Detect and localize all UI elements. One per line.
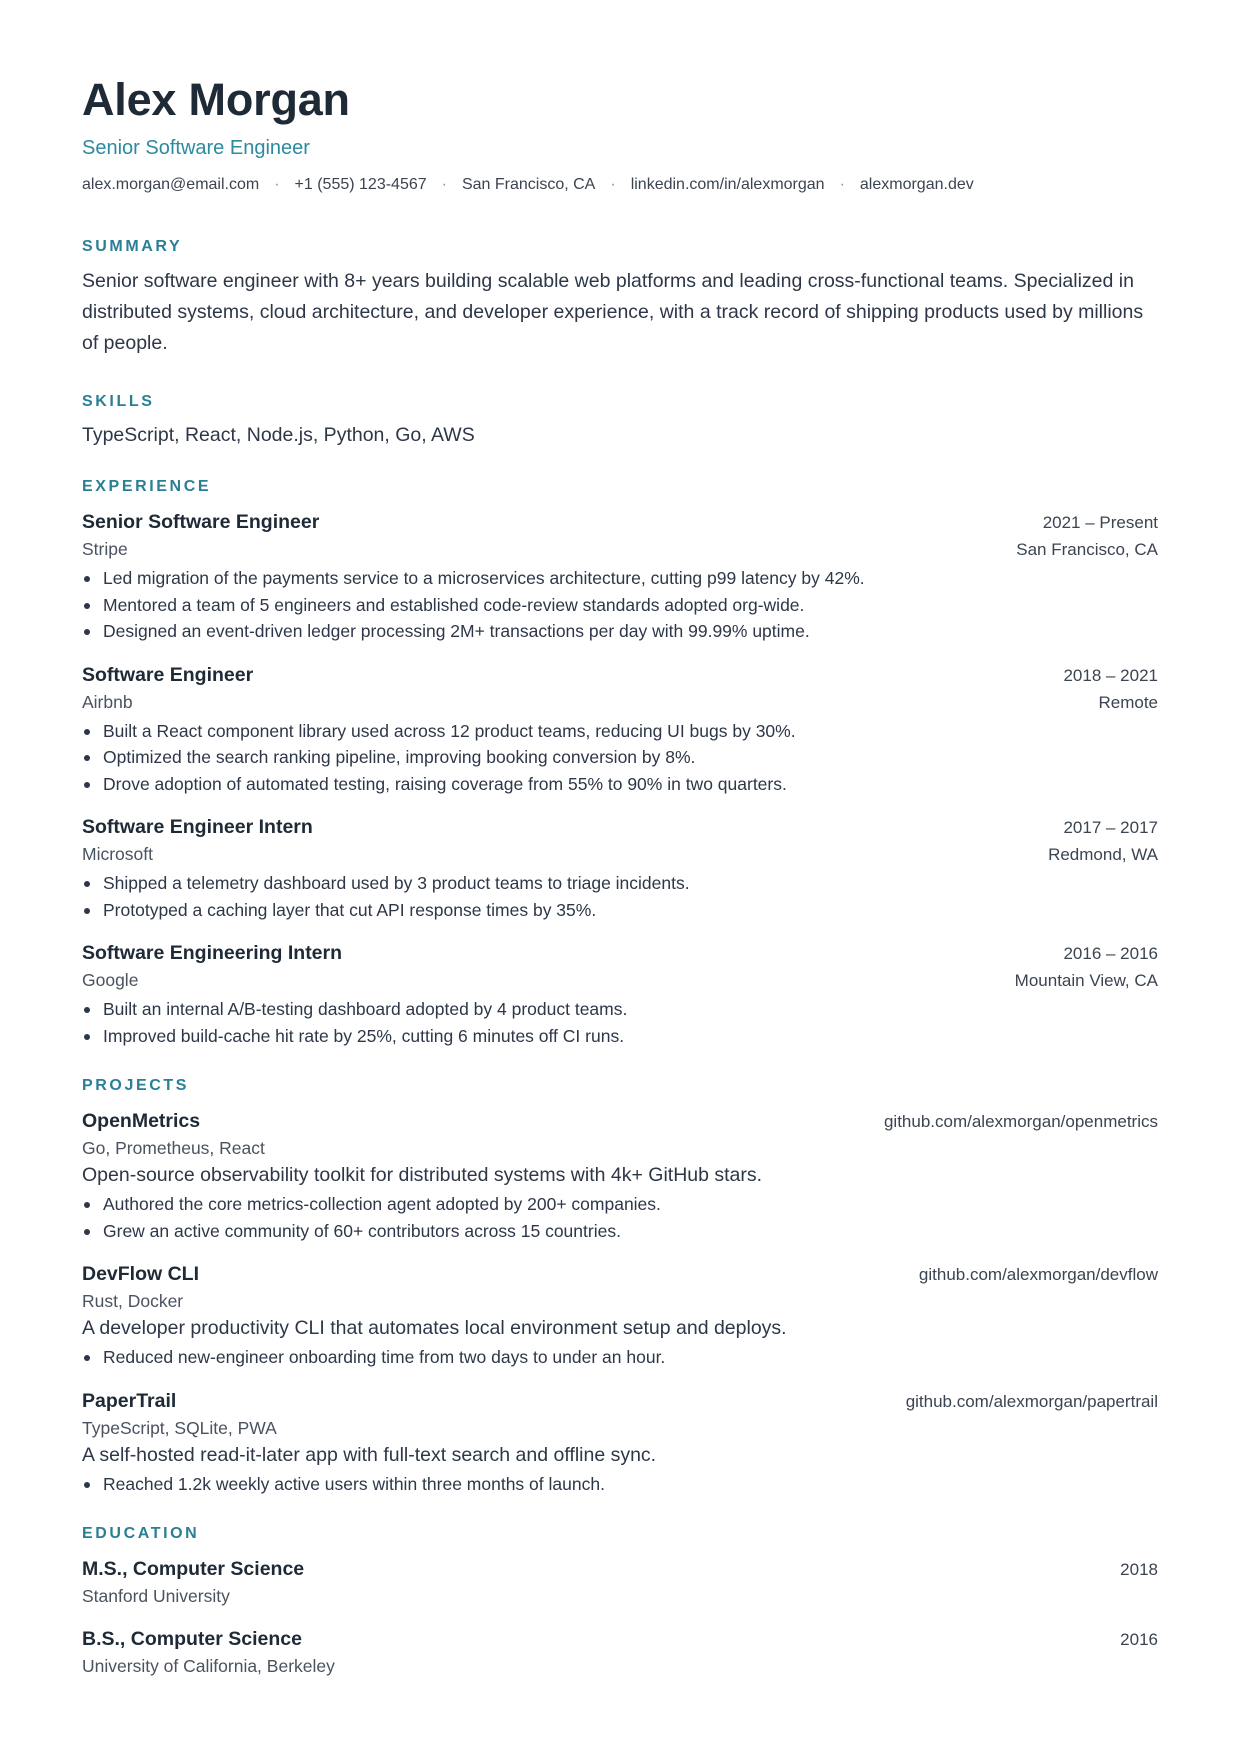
job-title: Senior Software Engineer (82, 511, 320, 533)
school-name: University of California, Berkeley (82, 1656, 335, 1676)
experience-role-row (82, 508, 1158, 536)
project-stack: Rust, Docker (82, 1291, 184, 1311)
contact-location: San Francisco, CA (461, 176, 596, 193)
project-name: DevFlow CLI (82, 1263, 200, 1285)
experience-entry-stripe (82, 508, 1158, 645)
projects-section (82, 1075, 1158, 1497)
contact-separator: · (839, 176, 845, 193)
contact-phone[interactable]: +1 (555) 123-4567 (294, 176, 427, 193)
project-link[interactable]: github.com/alexmorgan/openmetrics (883, 1112, 1158, 1131)
achievement-list (82, 565, 1158, 645)
experience-role-row (82, 939, 1158, 967)
contact-separator: · (274, 176, 280, 193)
achievement-list (82, 870, 1158, 923)
contact-separator: · (610, 176, 616, 193)
section-title-projects: PROJECTS (82, 1077, 190, 1094)
job-location: Remote (1098, 692, 1158, 712)
job-location: San Francisco, CA (1016, 540, 1158, 559)
achievement-list (82, 718, 1158, 798)
skills-section (82, 391, 1158, 449)
job-title: Software Engineer (82, 663, 254, 686)
contact-email[interactable]: alex.morgan@email.com (82, 176, 260, 193)
education-degree-row (82, 1625, 1158, 1653)
project-name: PaperTrail (82, 1389, 177, 1412)
education-entry-stanford (82, 1555, 1158, 1609)
contact-linkedin[interactable]: linkedin.com/in/alexmorgan (630, 176, 825, 193)
education-entry-berkeley (82, 1625, 1158, 1679)
experience-company-row (82, 689, 1158, 716)
contact-separator: · (441, 176, 447, 193)
job-dates: 2021 – Present (1042, 513, 1158, 532)
summary-text: Senior software engineer with 8+ years building scalable web platforms and leading cross-functional teams. Specialized in distributed systems, cloud architecture, and developer experience, with a track record of shipping products used by millions of people. (82, 270, 1144, 354)
section-title-experience: EXPERIENCE (82, 478, 212, 495)
job-dates: 2018 – 2021 (1063, 665, 1158, 685)
degree-name: B.S., Computer Science (82, 1628, 302, 1650)
job-title: Software Engineering Intern (82, 942, 343, 964)
experience-company-row (82, 841, 1158, 868)
achievement-item: Drove adoption of automated testing, raising coverage from 55% to 90% in two quarters. (82, 771, 1158, 798)
resume-header (82, 72, 1158, 196)
project-description: A developer productivity CLI that automates local environment setup and deploys. (82, 1317, 787, 1339)
experience-entry-airbnb (82, 661, 1158, 798)
project-title-row (82, 1387, 1158, 1415)
project-stack: TypeScript, SQLite, PWA (82, 1417, 277, 1438)
job-location: Redmond, WA (1048, 845, 1158, 864)
school-name: Stanford University (82, 1586, 230, 1606)
job-dates: 2017 – 2017 (1063, 818, 1158, 837)
achievement-item: Shipped a telemetry dashboard used by 3 product teams to triage incidents. (82, 870, 1158, 897)
experience-role-row (82, 661, 1158, 689)
experience-section (82, 476, 1158, 1049)
company-name: Microsoft (82, 844, 153, 864)
project-description: A self-hosted read-it-later app with full-text search and offline sync. (82, 1443, 657, 1466)
graduation-year: 2018 (1120, 1560, 1158, 1579)
project-entry-devflow (82, 1260, 1158, 1371)
experience-role-row (82, 813, 1158, 841)
achievement-item: Authored the core metrics-collection agent adopted by 200+ companies. (82, 1191, 1158, 1218)
company-name: Google (82, 970, 139, 990)
achievement-item: Reduced new-engineer onboarding time from two days to under an hour. (82, 1344, 1158, 1371)
project-title-row (82, 1260, 1158, 1288)
achievement-item: Improved build-cache hit rate by 25%, cutting 6 minutes off CI runs. (82, 1023, 1158, 1050)
education-degree-row (82, 1555, 1158, 1583)
company-name: Stripe (82, 539, 128, 559)
education-section (82, 1523, 1158, 1679)
achievement-item: Led migration of the payments service to a microservices architecture, cutting p99 latency by 42%. (82, 565, 1158, 592)
degree-name: M.S., Computer Science (82, 1558, 305, 1580)
company-name: Airbnb (82, 691, 133, 712)
job-location: Mountain View, CA (1014, 971, 1158, 990)
project-entry-openmetrics (82, 1107, 1158, 1244)
achievement-item: Built an internal A/B-testing dashboard adopted by 4 product teams. (82, 996, 1158, 1023)
section-title-summary: SUMMARY (82, 238, 183, 255)
achievement-list (82, 996, 1158, 1049)
experience-company-row (82, 967, 1158, 994)
job-title: Software Engineer Intern (82, 816, 313, 838)
section-title-skills: SKILLS (82, 393, 155, 410)
skills-list: TypeScript, React, Node.js, Python, Go, AWS (82, 424, 475, 446)
achievement-item: Mentored a team of 5 engineers and established code-review standards adopted org-wide. (82, 592, 1158, 619)
achievement-item: Reached 1.2k weekly active users within three months of launch. (82, 1471, 1158, 1498)
experience-company-row (82, 536, 1158, 563)
candidate-name: Alex Morgan (82, 74, 350, 125)
project-entry-papertrail (82, 1387, 1158, 1498)
project-stack: Go, Prometheus, React (82, 1138, 265, 1158)
experience-entry-microsoft (82, 813, 1158, 923)
candidate-headline: Senior Software Engineer (82, 137, 310, 159)
graduation-year: 2016 (1120, 1630, 1158, 1649)
project-description: Open-source observability toolkit for distributed systems with 4k+ GitHub stars. (82, 1164, 763, 1186)
achievement-list (82, 1471, 1158, 1498)
achievement-list (82, 1191, 1158, 1244)
project-name: OpenMetrics (82, 1110, 201, 1132)
achievement-item: Optimized the search ranking pipeline, improving booking conversion by 8%. (82, 744, 1158, 771)
project-link[interactable]: github.com/alexmorgan/papertrail (905, 1391, 1158, 1411)
experience-entry-google (82, 939, 1158, 1049)
achievement-item: Grew an active community of 60+ contributors across 15 countries. (82, 1218, 1158, 1245)
job-dates: 2016 – 2016 (1063, 944, 1158, 963)
project-link[interactable]: github.com/alexmorgan/devflow (918, 1265, 1158, 1284)
achievement-item: Prototyped a caching layer that cut API response times by 35%. (82, 897, 1158, 924)
contact-line (82, 174, 1158, 196)
summary-section (82, 236, 1158, 359)
section-title-education: EDUCATION (82, 1525, 200, 1542)
achievement-item: Designed an event-driven ledger processing 2M+ transactions per day with 99.99% uptime. (82, 618, 1158, 645)
achievement-item: Built a React component library used across 12 product teams, reducing UI bugs by 30%. (82, 718, 1158, 745)
project-title-row (82, 1107, 1158, 1135)
contact-website[interactable]: alexmorgan.dev (859, 176, 974, 193)
achievement-list (82, 1344, 1158, 1371)
